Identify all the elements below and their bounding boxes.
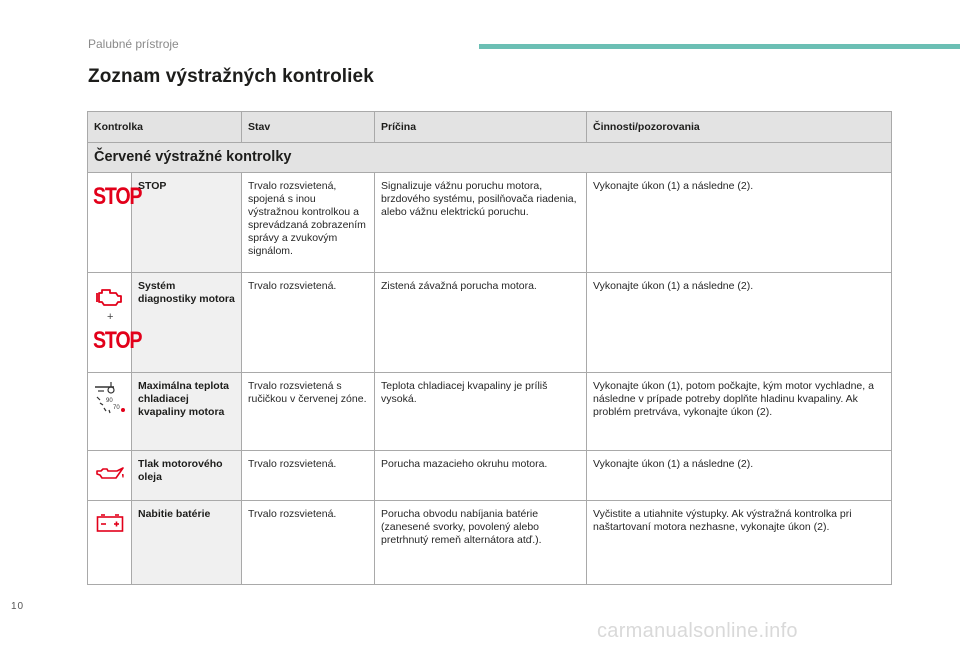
table-row [88, 373, 892, 451]
warning-name: Tlak motorového oleja [132, 451, 242, 501]
warning-state: Trvalo rozsvietená. [242, 273, 375, 373]
icon-cell [88, 373, 132, 451]
warning-state: Trvalo rozsvietená s ručičkou v červenej zóne. [242, 373, 375, 451]
warning-name: STOP [132, 173, 242, 273]
warning-name: Systém diagnostiky motora [132, 273, 242, 373]
engine-diagnostics-icon [96, 287, 124, 307]
icon-cell [88, 451, 132, 501]
stop-icon: STOP [93, 327, 142, 354]
section-row [88, 143, 892, 173]
coolant-temperature-icon [94, 381, 126, 415]
warning-cause: Signalizuje vážnu poruchu motora, brzdového systému, posilňovača riadenia, alebo vážnu elektrickú poruchu. [375, 173, 587, 273]
warning-state: Trvalo rozsvietená. [242, 451, 375, 501]
column-header-kontrolka: Kontrolka [88, 112, 242, 143]
column-header-cinnosti: Činnosti/pozorovania [587, 112, 892, 143]
column-header-stav: Stav [242, 112, 375, 143]
warning-cause: Zistená závažná porucha motora. [375, 273, 587, 373]
warning-lights-table [87, 111, 892, 585]
warning-cause: Teplota chladiacej kvapaliny je príliš vysoká. [375, 373, 587, 451]
icon-cell [88, 173, 142, 273]
column-header-pricina: Príčina [375, 112, 587, 143]
page-number: 10 [11, 601, 25, 612]
watermark: carmanualsonline.info [597, 620, 798, 642]
table-row [88, 273, 892, 373]
table-header-row [88, 112, 892, 143]
svg-text:90: 90 [106, 398, 113, 404]
warning-action: Vyčistite a utiahnite výstupky. Ak výstražná kontrolka pri naštartovaní motora nezhasne, vykonajte úkon (2). [587, 501, 892, 585]
icon-cell [88, 273, 142, 373]
warning-action: Vykonajte úkon (1) a následne (2). [587, 273, 892, 373]
section-accent-bar [479, 44, 960, 49]
stop-icon: STOP [93, 183, 142, 210]
warning-cause: Porucha obvodu nabíjania batérie (zanesené svorky, povolený alebo pretrhnutý remeň alternátora atď.). [375, 501, 587, 585]
warning-name: Maximálna teplota chladiacej kvapaliny motora [132, 373, 242, 451]
svg-text:70: 70 [113, 405, 120, 411]
warning-action: Vykonajte úkon (1) a následne (2). [587, 173, 892, 273]
section-header-label: Palubné prístroje [88, 37, 179, 51]
warning-cause: Porucha mazacieho okruhu motora. [375, 451, 587, 501]
plus-icon: + [107, 311, 114, 323]
warning-action: Vykonajte úkon (1) a následne (2). [587, 451, 892, 501]
table-row [88, 451, 892, 501]
warning-state: Trvalo rozsvietená, spojená s inou výstražnou kontrolkou a sprevádzaná zobrazením správy a zvukovým signálom. [242, 173, 375, 273]
section-title: Červené výstražné kontrolky [88, 143, 892, 173]
table-row [88, 173, 892, 273]
warning-state: Trvalo rozsvietená. [242, 501, 375, 585]
icon-cell [88, 501, 132, 585]
warning-name: Nabitie batérie [132, 501, 242, 585]
table-row [88, 501, 892, 585]
warning-action: Vykonajte úkon (1), potom počkajte, kým motor vychladne, a následne v prípade potreby doplňte hladinu kvapaliny. Ak problém pretrváva, vykonajte úkon (2). [587, 373, 892, 451]
page-title: Zoznam výstražných kontroliek [88, 66, 374, 87]
battery-icon [96, 513, 124, 533]
oil-pressure-icon [95, 465, 125, 483]
